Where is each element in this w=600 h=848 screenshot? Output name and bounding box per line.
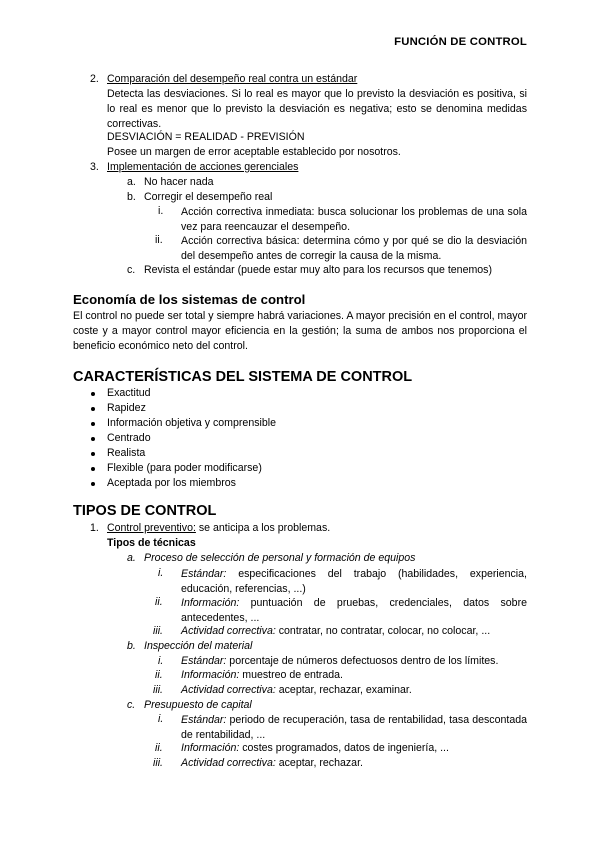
list-item: Aceptada por los miembros <box>107 477 236 489</box>
item-label: Actividad correctiva: <box>181 625 276 637</box>
list-marker: ii. <box>155 742 163 754</box>
list-item: Información objetiva y comprensible <box>107 417 276 429</box>
list-item <box>181 567 527 597</box>
item-text: contratar, no contratar, colocar, no colocar, ... <box>275 625 491 637</box>
bullet-icon <box>91 437 95 441</box>
item-label: Información: <box>181 742 240 754</box>
item-title: Implementación de acciones gerenciales <box>107 161 299 173</box>
section-heading: TIPOS DE CONTROL <box>73 503 217 519</box>
item-text: puntuación de pruebas, credenciales, datos sobre antecedentes, ... <box>181 597 527 624</box>
bullet-icon <box>91 452 95 456</box>
list-marker: i. <box>158 567 164 579</box>
section-heading: CARACTERÍSTICAS DEL SISTEMA DE CONTROL <box>73 369 413 385</box>
item-label: Información: <box>181 669 240 681</box>
list-marker: i. <box>158 655 164 667</box>
list-marker: ii. <box>155 669 163 681</box>
list-item: Proceso de selección de personal y formación de equipos <box>144 552 416 564</box>
item-text: especificaciones del trabajo (habilidades, experiencia, educación, referencias, ...) <box>181 568 527 595</box>
list-item <box>181 684 412 696</box>
list-marker: i. <box>158 713 164 725</box>
list-item <box>181 757 363 769</box>
paragraph: Detecta las desviaciones. Si lo real es mayor que lo previsto la desviación es positiva, si lo real es menor que lo previsto la desviación es negativa; esto se denomina medidas correctivas. <box>107 88 527 130</box>
item-text: muestreo de entrada. <box>239 669 343 681</box>
item-text: porcentaje de números defectuosos dentro de los límites. <box>226 655 499 667</box>
list-marker: iii. <box>153 757 164 769</box>
item-text: aceptar, rechazar. <box>275 757 363 769</box>
list-marker: ii. <box>155 234 163 246</box>
list-marker: iii. <box>153 684 164 696</box>
list-item: No hacer nada <box>144 176 214 188</box>
item-label: Estándar: <box>181 714 227 726</box>
list-item <box>181 742 449 754</box>
list-marker: iii. <box>153 625 164 637</box>
list-marker: a. <box>127 176 136 188</box>
list-number: 3. <box>90 161 99 173</box>
list-marker: b. <box>127 640 136 652</box>
item-title-underlined: Control preventivo: <box>107 522 196 534</box>
item-title <box>107 522 330 534</box>
item-text: costes programados, datos de ingeniería, ... <box>239 742 449 754</box>
list-item: Realista <box>107 447 146 459</box>
item-label: Estándar: <box>181 568 227 580</box>
list-item <box>181 713 527 743</box>
item-label: Información: <box>181 597 240 609</box>
item-title: Comparación del desempeño real contra un estándar <box>107 73 358 85</box>
list-item <box>181 596 527 626</box>
section-heading: Economía de los sistemas de control <box>73 292 306 307</box>
list-marker: b. <box>127 191 136 203</box>
item-text: periodo de recuperación, tasa de rentabilidad, tasa descontada de rentabilidad, ... <box>181 714 527 741</box>
list-item: Flexible (para poder modificarse) <box>107 462 262 474</box>
page-header: FUNCIÓN DE CONTROL <box>394 36 527 48</box>
list-item: Centrado <box>107 432 151 444</box>
bullet-icon <box>91 482 95 486</box>
item-title-rest: se anticipa a los problemas. <box>195 522 331 534</box>
formula: DESVIACIÓN = REALIDAD - PREVISIÓN <box>107 131 305 143</box>
list-item <box>181 625 490 637</box>
list-item: Corregir el desempeño real <box>144 191 273 203</box>
list-item: Acción correctiva inmediata: busca solucionar los problemas de una sola vez para reencauzar el desempeño. <box>181 206 527 233</box>
list-marker: ii. <box>155 596 163 608</box>
paragraph: El control no puede ser total y siempre habrá variaciones. A mayor precisión en el control, mayor coste y a mayor control mayor eficiencia en la gestión; la suma de ambos nos proporciona el beneficio económico neto del control. <box>73 310 527 352</box>
list-item <box>181 669 343 681</box>
list-marker: a. <box>127 552 136 564</box>
list-number: 2. <box>90 73 99 85</box>
list-item: Acción correctiva básica: determina cómo y por qué se dio la desviación del desempeño antes de corregir la causa de la misma. <box>181 235 527 262</box>
list-item: Presupuesto de capital <box>144 699 252 711</box>
list-item <box>181 655 498 667</box>
list-item: Exactitud <box>107 387 151 399</box>
item-label: Actividad correctiva: <box>181 684 276 696</box>
bullet-icon <box>91 407 95 411</box>
subheading: Tipos de técnicas <box>107 537 196 549</box>
list-item: Revista el estándar (puede estar muy alto para los recursos que tenemos) <box>144 264 493 276</box>
bullet-icon <box>91 467 95 471</box>
bullet-icon <box>91 392 95 396</box>
list-number: 1. <box>90 522 99 534</box>
list-marker: c. <box>127 264 136 276</box>
list-marker: c. <box>127 699 136 711</box>
list-item: Rapidez <box>107 402 146 414</box>
item-label: Actividad correctiva: <box>181 757 276 769</box>
item-text: aceptar, rechazar, examinar. <box>275 684 412 696</box>
list-item: Inspección del material <box>144 640 253 652</box>
paragraph: Posee un margen de error aceptable establecido por nosotros. <box>107 146 401 158</box>
item-label: Estándar: <box>181 655 227 667</box>
list-marker: i. <box>158 205 164 217</box>
bullet-icon <box>91 422 95 426</box>
